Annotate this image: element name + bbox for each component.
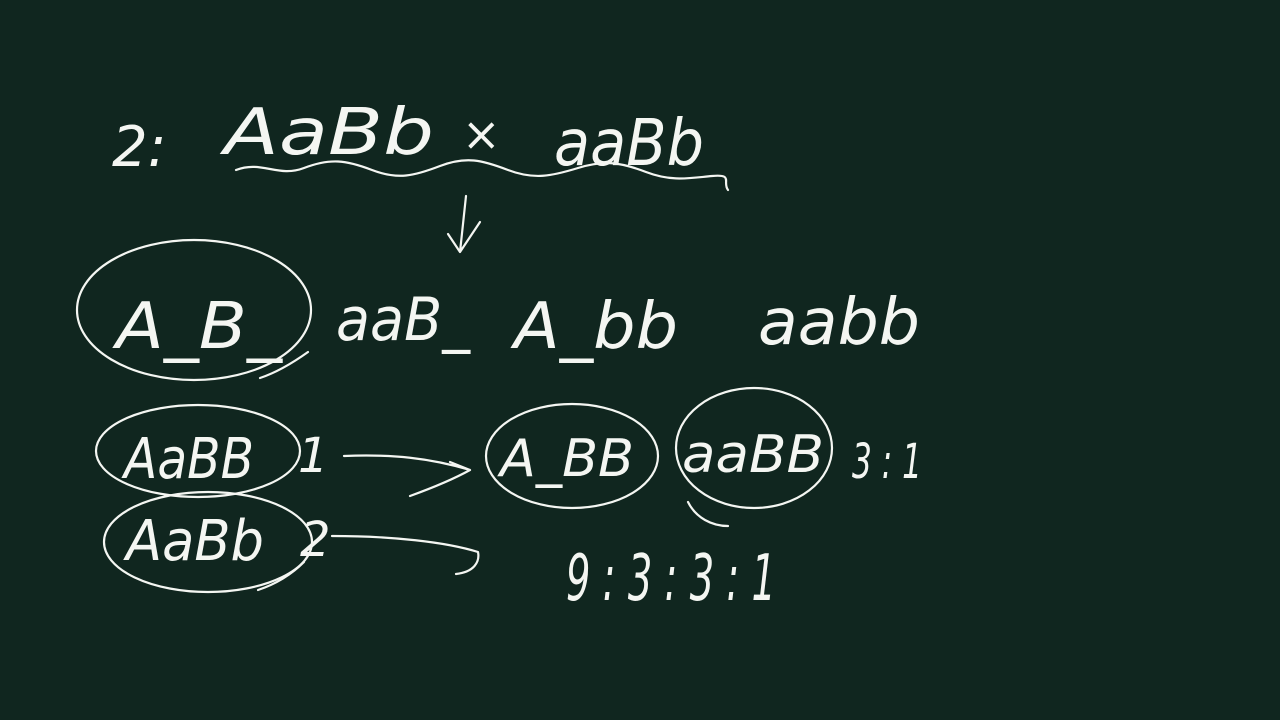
- down-arrow-icon: [448, 196, 480, 252]
- result-2-ratio: 9 : 3 : 3 : 1: [566, 542, 776, 616]
- result-1-genotype-a: A_BB: [496, 429, 634, 489]
- circle-tail-2: [258, 562, 304, 590]
- result-1-genotype-b: aaBB: [682, 425, 824, 485]
- parent1-genotype: AaBb: [218, 96, 434, 170]
- right-arrow-2-icon: [332, 536, 478, 574]
- subgroup-2-count: 2: [300, 512, 331, 568]
- cross-symbol: ×: [462, 107, 501, 161]
- offspring-4: aabb: [758, 286, 920, 360]
- problem-number: 2:: [112, 115, 167, 180]
- offspring-3: A_bb: [509, 290, 678, 364]
- circle-tail-3: [688, 502, 728, 526]
- offspring-1: A_B_: [111, 290, 284, 364]
- offspring-2: aaB_: [336, 285, 471, 355]
- right-arrow-1-icon: [344, 456, 470, 496]
- parent2-genotype: aaBb: [554, 107, 704, 181]
- subgroup-1-genotype: AaBB: [121, 427, 254, 492]
- result-1-ratio: 3 : 1: [852, 434, 922, 490]
- subgroup-1-count: 1: [298, 428, 329, 484]
- subgroup-2-genotype: AaBb: [123, 509, 264, 574]
